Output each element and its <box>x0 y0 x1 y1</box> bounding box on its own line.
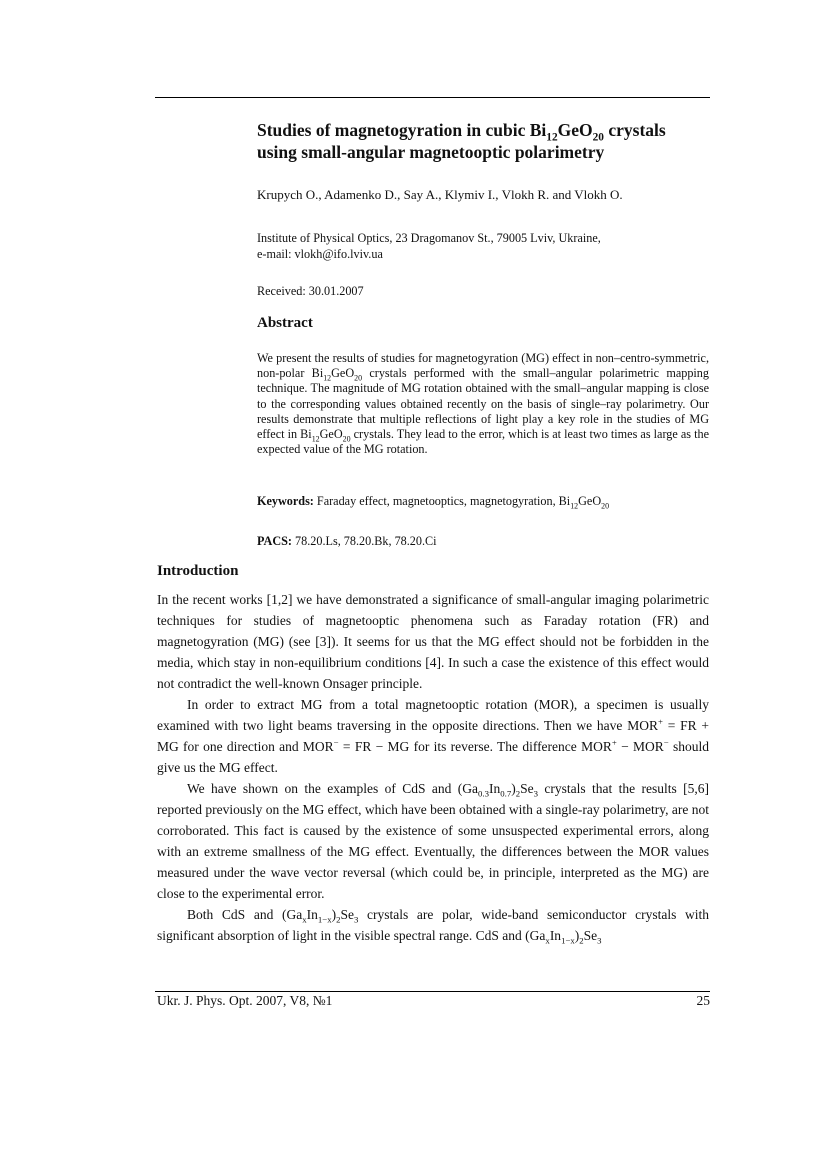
pacs-codes: PACS: 78.20.Ls, 78.20.Bk, 78.20.Ci <box>257 534 437 548</box>
keywords: Keywords: Faraday effect, magnetooptics, magnetogyration, $Bi_{12}GeO_{20}$ <box>257 494 610 511</box>
header-rule <box>155 97 710 98</box>
affiliation-email: e-mail: vlokh@ifo.lviv.ua <box>257 247 383 261</box>
affiliation-address: Institute of Physical Optics, 23 Dragomanov St., 79005 Lviv, Ukraine, <box>257 231 601 245</box>
author-list: Krupych O., Adamenko D., Say A., Klymiv I., Vlokh R. and Vlokh O. <box>257 187 623 202</box>
abstract-heading: Abstract <box>257 315 313 331</box>
introduction-heading: Introduction <box>157 563 239 579</box>
paragraph-1: In the recent works [1,2] we have demonstrated a significance of small-angular imaging polarimetric techniques for studies of magnetooptic phenomena such as Faraday rotation (FR) and magnetogyration (MG) (see [3]). It seems for us that the MG effect should not be forbidden in the media, which stay in non-equilibrium conditions [4]. In such a case the existence of this effect would not contradict the well-known Onsager principle. <box>157 592 709 691</box>
journal-reference: Ukr. J. Phys. Opt. 2007, V8, №1 <box>157 993 333 1008</box>
received-date: Received: 30.01.2007 <box>257 284 364 298</box>
introduction-body <box>157 589 709 946</box>
affiliation <box>257 230 601 262</box>
abstract-text: We present the results of studies for magnetogyration (MG) effect in non–centro-symmetric, non-polar $Bi_{12}GeO_{20}$ crystals performed with the small–angular polarimetric mapping technique. The magnitude of MG rotation obtained with the small–angular mapping is close to the corresponding values obtained recently on the basis of single–ray polarimetry. Our results demonstrate that multiple reflections of light play a key role in the studies of MG effect in $Bi_{12}GeO_{20}$ crystals. They lead to the error, which is at least two times as large as the expected value of the MG rotation. <box>257 351 709 457</box>
paragraph-2: In order to extract MG from a total magnetooptic rotation (MOR), a specimen is usually examined with two light beams traversing in the opposite directions. Then we have MOR+ = FR + MG for one direction and MOR− = FR − MG for its reverse. The difference MOR+ − MOR− should give us the MG effect. <box>157 697 709 775</box>
page-number: 25 <box>696 993 710 1008</box>
footer-rule <box>155 991 710 992</box>
paragraph-4: Both CdS and $(Ga_xIn_{1-x})_2Se_3$ crystals are polar, wide-band semiconductor crystals with significant absorption of light in the visible spectral range. CdS and $(Ga_xIn_{1-x})_2Se_3$ <box>157 907 709 946</box>
paper-title: Studies of magnetogyration in cubic $Bi_{12}GeO_{20}$ crystals using small-angular magnetooptic polarimetry <box>257 120 666 162</box>
paragraph-3: We have shown on the examples of CdS and $(Ga_{0.3}In_{0.7})_2Se_3$ crystals that the results [5,6] reported previously on the MG effect, which have been obtained with a single-ray polarimetry, are not corroborated. This fact is caused by the existence of some unsuspected experimental errors, along with an extreme smallness of the MG effect. Eventually, the differences between the MOR values measured under the wave vector reversal (which could be, in principle, interpreted as the MG) are close to the experimental error. <box>157 781 709 901</box>
